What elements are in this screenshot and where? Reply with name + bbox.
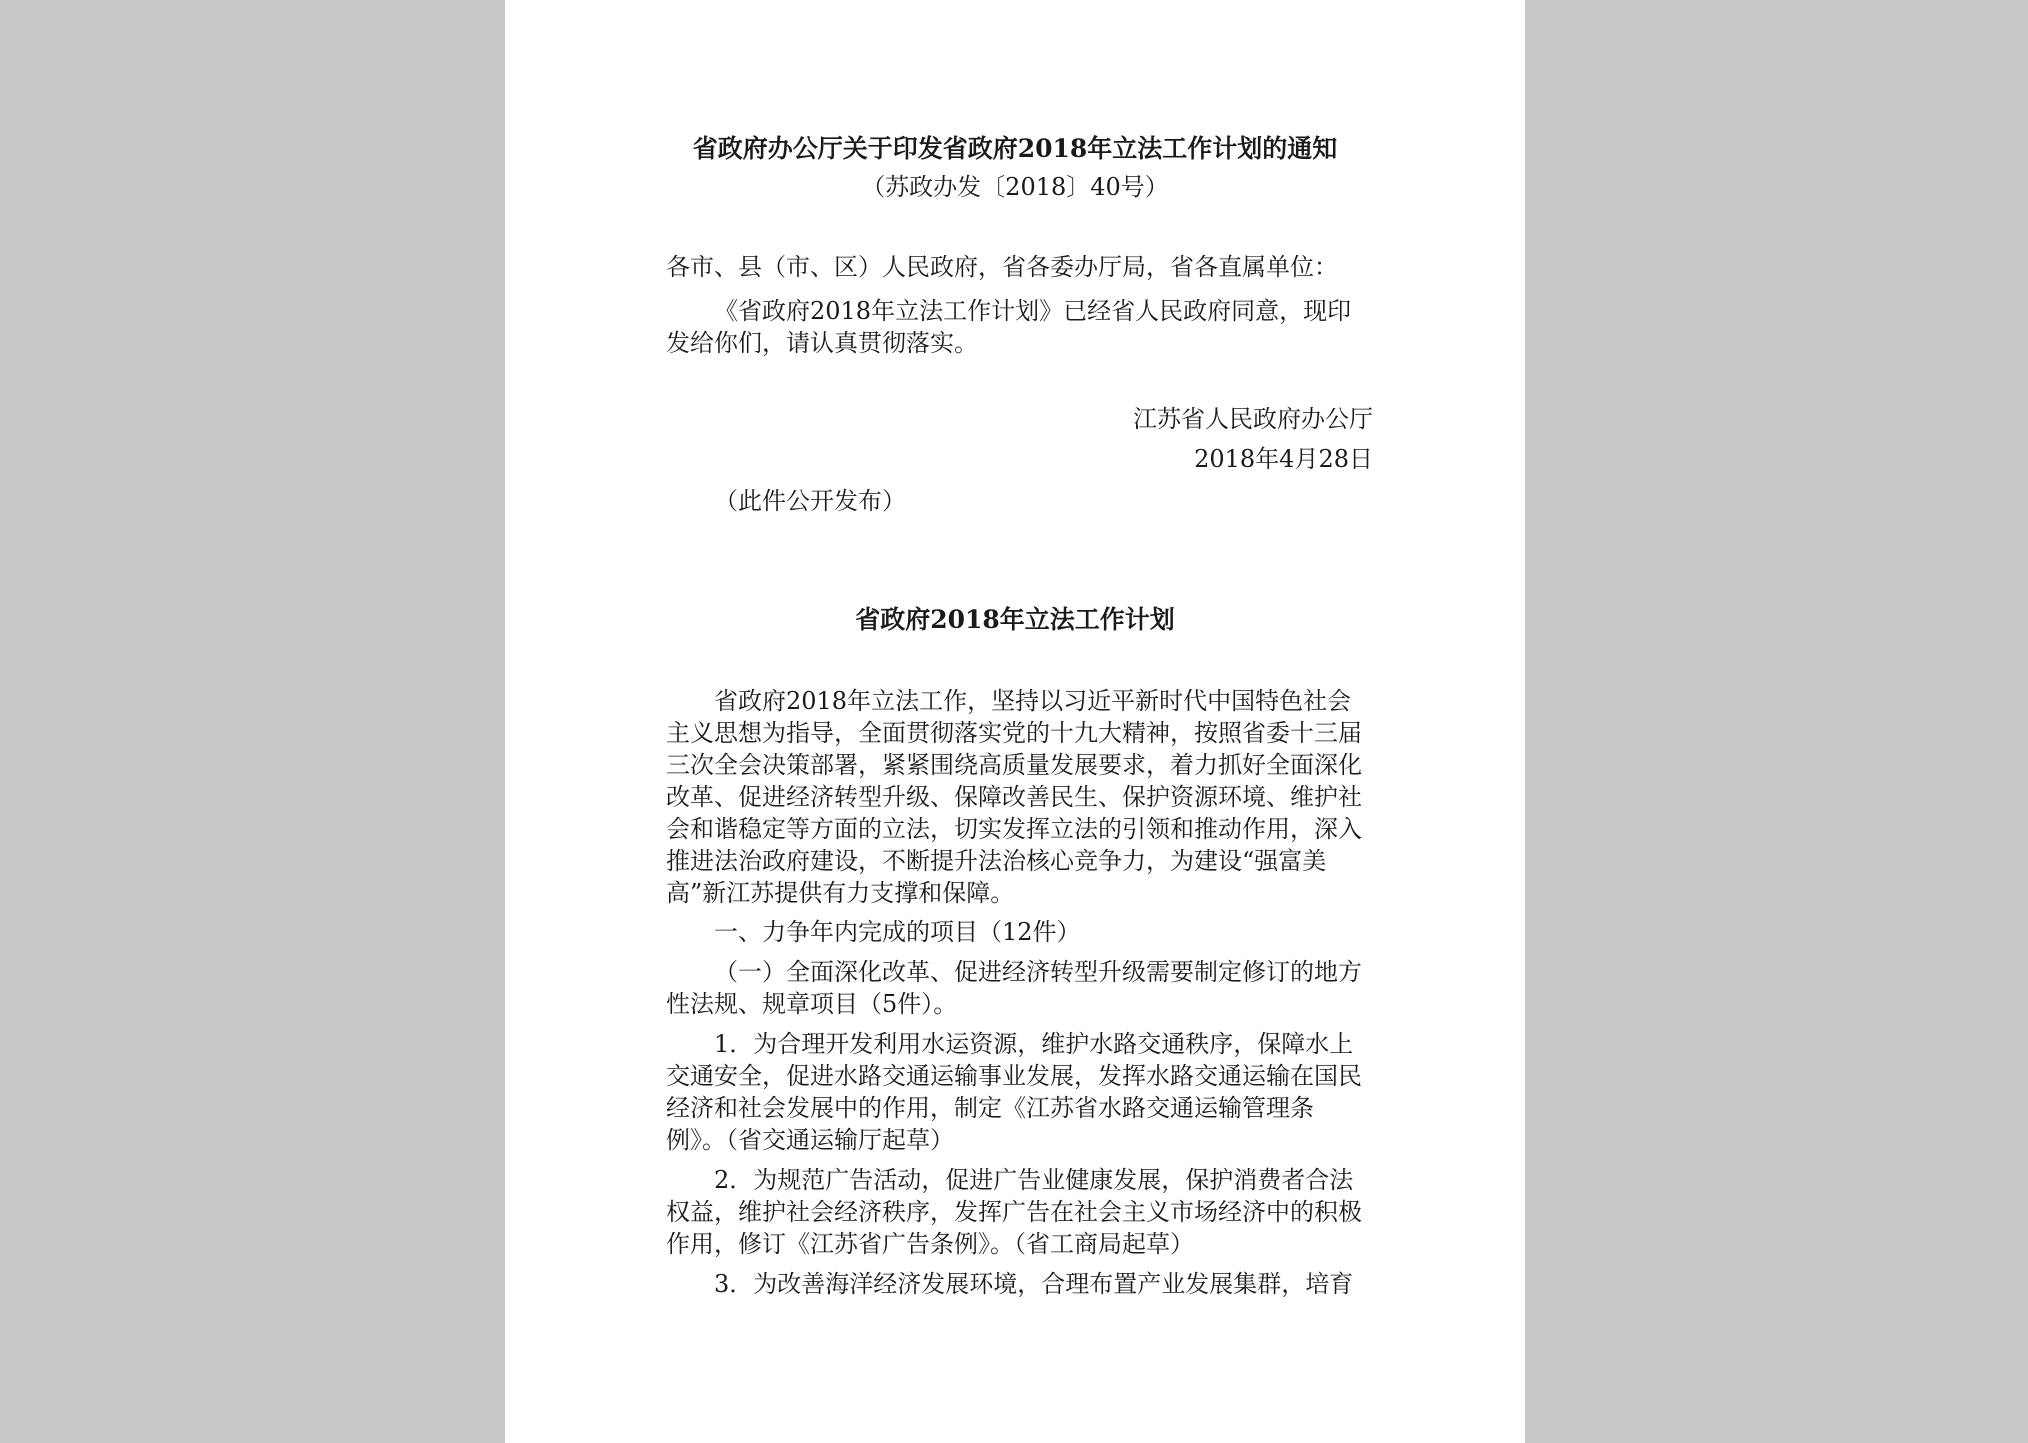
- publication-note: （此件公开发布）: [714, 487, 906, 515]
- document-page: [505, 0, 1525, 1443]
- item-line: 交通安全，促进水路交通运输事业发展，发挥水路交通运输在国民: [666, 1062, 1362, 1090]
- paragraph-line: 省政府2018年立法工作，坚持以习近平新时代中国特色社会: [714, 687, 1352, 715]
- intro-line: 发给你们，请认真贯彻落实。: [666, 329, 978, 357]
- document-number: （苏政办发〔2018〕40号）: [861, 173, 1169, 201]
- section-heading: 一、力争年内完成的项目（12件）: [714, 918, 1081, 946]
- item-line: 2．为规范广告活动，促进广告业健康发展，保护消费者合法: [714, 1166, 1354, 1194]
- item-line: 作用，修订《江苏省广告条例》。（省工商局起草）: [666, 1230, 1194, 1258]
- subsection-line: 性法规、规章项目（5件）。: [666, 990, 958, 1018]
- paragraph-line: 主义思想为指导，全面贯彻落实党的十九大精神，按照省委十三届: [666, 719, 1362, 747]
- item-line: 权益，维护社会经济秩序，发挥广告在社会主义市场经济中的积极: [666, 1198, 1362, 1226]
- paragraph-line: 三次全会决策部署，紧紧围绕高质量发展要求，着力抓好全面深化: [666, 751, 1362, 779]
- paragraph-line: 推进法治政府建设，不断提升法治核心竞争力，为建设“强富美: [666, 847, 1327, 875]
- plan-title: 省政府2018年立法工作计划: [855, 605, 1175, 634]
- paragraph-line: 会和谐稳定等方面的立法，切实发挥立法的引领和推动作用，深入: [666, 815, 1362, 843]
- issuer-name: 江苏省人民政府办公厅: [1133, 405, 1373, 433]
- item-line: 1．为合理开发利用水运资源，维护水路交通秩序，保障水上: [714, 1030, 1354, 1058]
- intro-line: 《省政府2018年立法工作计划》已经省人民政府同意，现印: [714, 297, 1352, 325]
- item-line: 例》。（省交通运输厅起草）: [666, 1126, 954, 1154]
- subsection-line: （一）全面深化改革、促进经济转型升级需要制定修订的地方: [714, 958, 1362, 986]
- item-line: 3．为改善海洋经济发展环境，合理布置产业发展集群，培育: [714, 1270, 1354, 1298]
- item-line: 经济和社会发展中的作用，制定《江苏省水路交通运输管理条: [666, 1094, 1314, 1122]
- notice-title: 省政府办公厅关于印发省政府2018年立法工作计划的通知: [692, 134, 1338, 163]
- issue-date: 2018年4月28日: [1194, 445, 1373, 473]
- addressee-line: 各市、县（市、区）人民政府，省各委办厅局，省各直属单位：: [666, 253, 1338, 281]
- paragraph-line: 改革、促进经济转型升级、保障改善民生、保护资源环境、维护社: [666, 783, 1362, 811]
- paragraph-line: 高”新江苏提供有力支撑和保障。: [666, 879, 1015, 907]
